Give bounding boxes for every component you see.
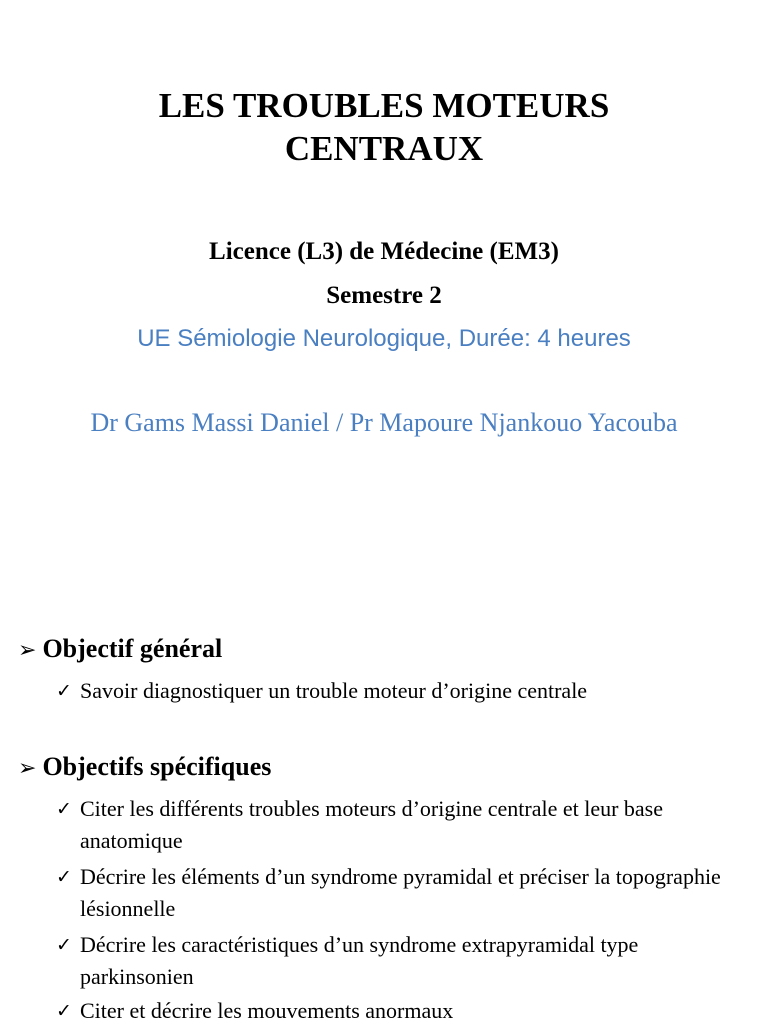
section-general-objective: [18, 634, 222, 664]
title-line-1: LES TROUBLES MOTEURS: [158, 86, 610, 125]
check-icon: ✓: [56, 934, 72, 956]
list-item: [56, 793, 746, 857]
check-icon: ✓: [56, 1000, 72, 1022]
semester-label: Semestre 2: [326, 282, 442, 309]
program-label: Licence (L3) de Médecine (EM3): [209, 238, 559, 265]
list-item-text: Savoir diagnostiquer un trouble moteur d’origine centrale: [80, 678, 588, 703]
arrow-right-icon: ➢: [18, 755, 37, 780]
list-item-text: Citer et décrire les mouvements anormaux: [80, 998, 454, 1023]
list-item: [56, 861, 746, 925]
arrow-right-icon: ➢: [18, 637, 37, 662]
check-icon: ✓: [56, 798, 72, 820]
course-info: UE Sémiologie Neurologique, Durée: 4 heures: [137, 325, 631, 352]
authors: Dr Gams Massi Daniel / Pr Mapoure Njankouo Yacouba: [90, 408, 678, 437]
section-heading: Objectif général: [42, 634, 223, 663]
list-item-text: Décrire les éléments d’un syndrome pyramidal et préciser la topographie lésionnelle: [80, 864, 721, 921]
section-heading: Objectifs spécifiques: [42, 752, 272, 781]
section-specific-objectives: [18, 752, 271, 782]
list-item: [56, 675, 746, 707]
list-item: [56, 995, 746, 1027]
check-icon: ✓: [56, 866, 72, 888]
list-item: [56, 929, 746, 993]
check-icon: ✓: [56, 680, 72, 702]
title-line-2: CENTRAUX: [284, 129, 484, 168]
list-item-text: Décrire les caractéristiques d’un syndrome extrapyramidal type parkinsonien: [80, 932, 639, 989]
list-item-text: Citer les différents troubles moteurs d’origine centrale et leur base anatomique: [80, 796, 663, 853]
document-title: [0, 84, 768, 170]
